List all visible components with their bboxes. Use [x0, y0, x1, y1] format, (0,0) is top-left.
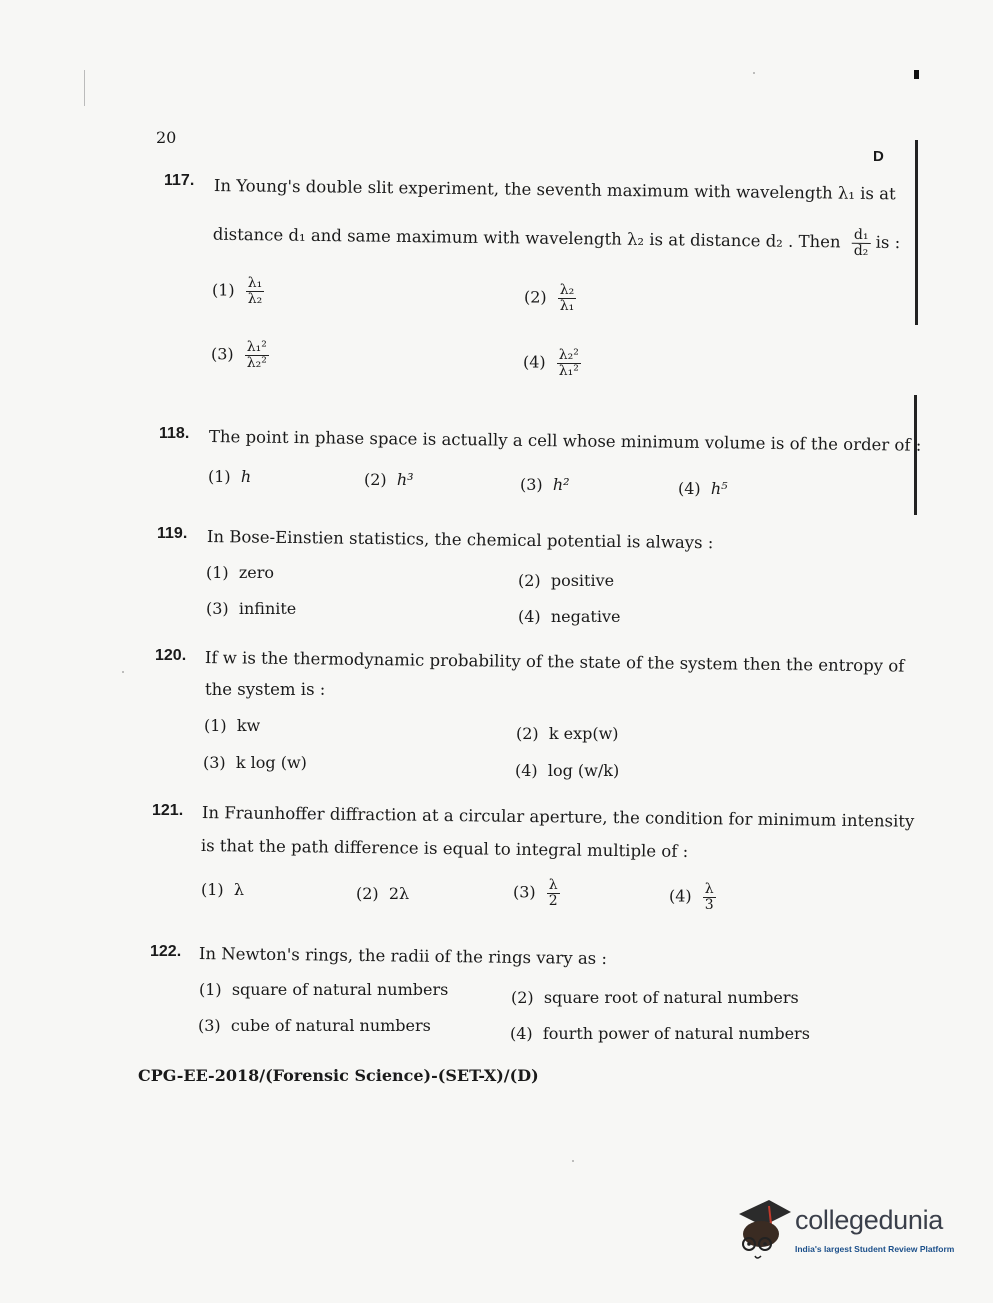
paper-code-footer: CPG-EE-2018/(Forensic Science)-(SET-X)/(D) — [138, 1066, 539, 1085]
page-number: 20 — [156, 128, 177, 147]
option-1[interactable]: (1) h — [208, 467, 252, 486]
question-text-line2: distance d₁ and same maximum with wavelength λ₂ is at distance d₂ . Then $\frac{\text{d₁}}{\text{d₂}}$ is : — [212, 224, 901, 259]
question-number: 120. — [155, 647, 187, 664]
mascot-logo-icon — [735, 1196, 795, 1266]
ratio-fraction: $\frac{\text{d₁}}{\text{d₂}}$ — [853, 226, 869, 259]
option-1[interactable]: (1) square of natural numbers — [199, 980, 449, 999]
scan-mark — [84, 70, 85, 106]
option-4[interactable]: (4) negative — [518, 607, 621, 626]
watermark-tagline: India's largest Student Review Platform — [795, 1244, 955, 1254]
option-3[interactable]: (3) infinite — [206, 599, 297, 618]
question-text: In Bose-Einstien statistics, the chemical potential is always : — [206, 527, 714, 553]
watermark-brand-name: collegedunia — [795, 1205, 944, 1235]
question-text: In Newton's rings, the radii of the rings vary as : — [198, 944, 608, 968]
scan-mark — [914, 70, 919, 79]
option-4[interactable]: (4) $\frac{\lambda}{3}$ — [669, 881, 714, 913]
option-1[interactable]: (1) zero — [206, 563, 275, 582]
question-number: 122. — [150, 943, 182, 960]
option-2[interactable]: (2) 2λ — [356, 884, 410, 903]
question-text: The point in phase space is actually a cell whose minimum volume is of the order of : — [208, 427, 922, 455]
option-2[interactable]: (2) square root of natural numbers — [511, 988, 799, 1007]
question-number: 117. — [164, 172, 195, 189]
option-3[interactable]: (3) h² — [520, 475, 570, 494]
option-2[interactable]: (2) k exp(w) — [516, 724, 619, 743]
question-number: 119. — [157, 525, 188, 542]
option-2[interactable]: (2) h³ — [364, 470, 414, 489]
option-1[interactable]: (1) $\frac{\text{λ₁}}{\text{λ₂}}$ — [212, 275, 263, 307]
option-4[interactable]: (4) $\frac{\text{λ₂²}}{\text{λ₁²}}$ — [523, 347, 579, 379]
scan-edge-line — [915, 140, 918, 325]
option-4[interactable]: (4) h⁵ — [678, 479, 728, 498]
question-text-line2: is that the path difference is equal to integral multiple of : — [200, 836, 689, 861]
question-text: If w is the thermodynamic probability of the state of the system then the entropy of — [204, 648, 905, 676]
question-text-line2: the system is : — [205, 680, 326, 699]
question-number: 118. — [159, 425, 190, 442]
option-4[interactable]: (4) fourth power of natural numbers — [510, 1024, 810, 1043]
option-1[interactable]: (1) λ — [201, 880, 244, 899]
option-4[interactable]: (4) log (w/k) — [515, 761, 620, 780]
set-code: D — [873, 148, 884, 165]
question-text: In Fraunhoffer diffraction at a circular aperture, the condition for minimum intensity — [201, 803, 915, 831]
option-2[interactable]: (2) positive — [518, 571, 615, 590]
option-3[interactable]: (3) cube of natural numbers — [198, 1016, 431, 1035]
option-3[interactable]: (3) k log (w) — [203, 753, 307, 772]
question-number: 121. — [152, 802, 184, 819]
question-text: In Young's double slit experiment, the seventh maximum with wavelength λ₁ is at — [213, 176, 896, 204]
option-1[interactable]: (1) kw — [204, 716, 261, 735]
option-3[interactable]: (3) $\frac{\text{λ₁²}}{\text{λ₂²}}$ — [211, 339, 267, 371]
scan-speck — [753, 72, 755, 74]
scan-speck — [122, 671, 124, 673]
option-3[interactable]: (3) $\frac{\lambda}{2}$ — [513, 877, 558, 909]
scan-speck — [572, 1160, 574, 1162]
option-2[interactable]: (2) $\frac{\text{λ₂}}{\text{λ₁}}$ — [524, 282, 575, 314]
